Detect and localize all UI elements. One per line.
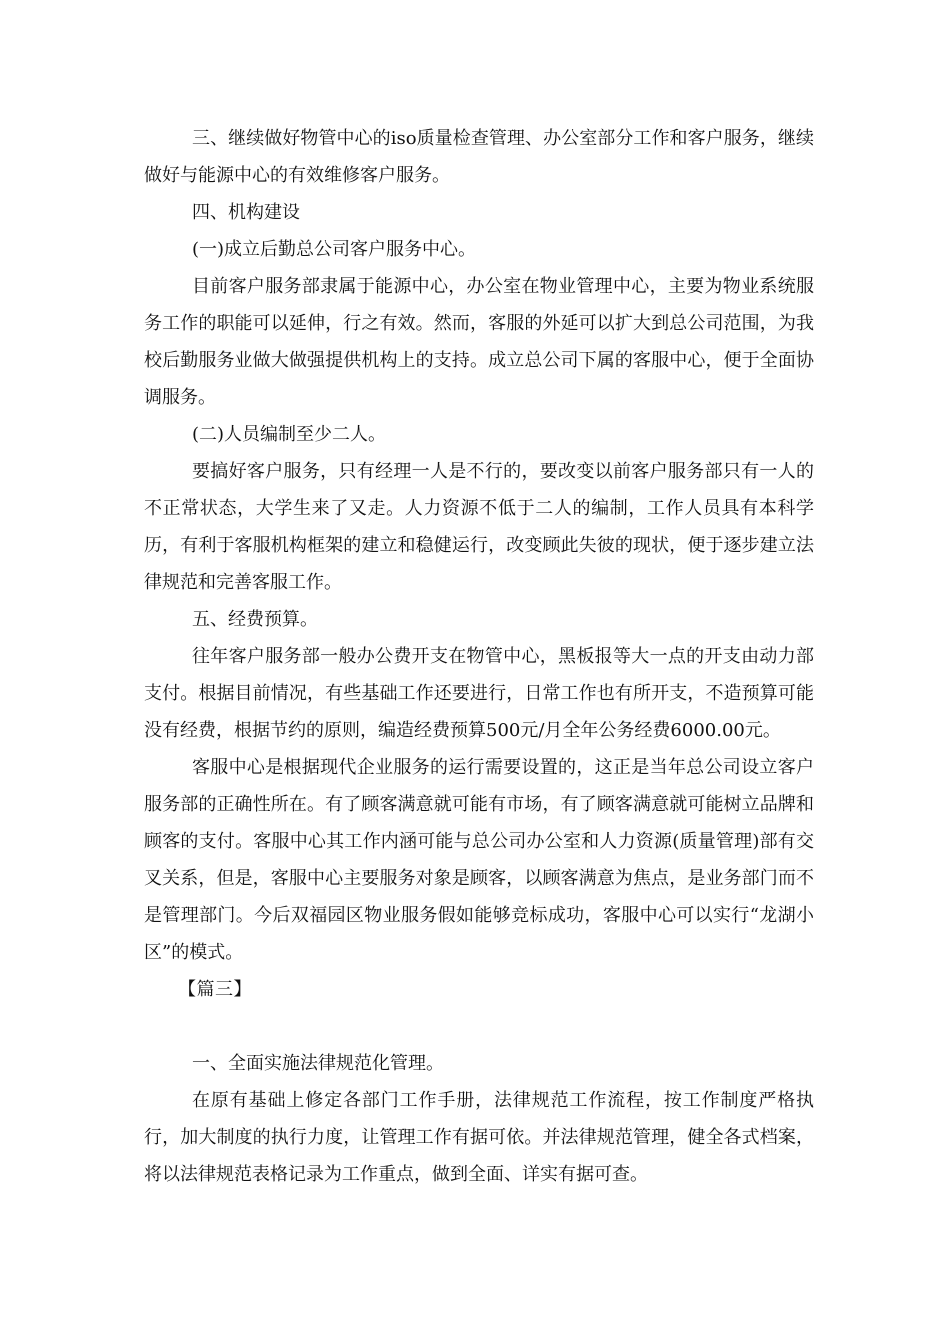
heading-budget: 五、经费预算。 [192, 609, 318, 630]
document-body [144, 120, 814, 1193]
paragraph-legal-management: 在原有基础上修定各部门工作手册，法律规范工作流程，按工作制度严格执行，加大制度的执行力度，让管理工作有据可依。并法律规范管理，健全各式档案，将以法律规范表格记录为工作重点，做到全面、详实有据可查。 [144, 1090, 814, 1185]
heading-legal-management: 一、全面实施法律规范化管理。 [192, 1053, 444, 1074]
heading-institution-building: 四、机构建设 [192, 202, 300, 223]
paragraph-section-three: 三、继续做好物管中心的iso质量检查管理、办公室部分工作和客户服务，继续做好与能源中心的有效维修客户服务。 [144, 128, 814, 186]
subheading-customer-service-center: (一)成立后勤总公司客户服务中心。 [192, 239, 477, 260]
section-heading-part-three: 【篇三】 [178, 979, 252, 1000]
paragraph-budget: 往年客户服务部一般办公费开支在物管中心，黑板报等大一点的开支由动力部支付。根据目前情况，有些基础工作还要进行，日常工作也有所开支，不造预算可能没有经费，根据节约的原则，编造经费预算500元/月全年公务经费6000.00元。 [144, 646, 814, 741]
paragraph-service-center-role: 客服中心是根据现代企业服务的运行需要设置的，这正是当年总公司设立客户服务部的正确性所在。有了顾客满意就可能有市场，有了顾客满意就可能树立品牌和顾客的支付。客服中心其工作内涵可能与总公司办公室和人力资源(质量管理)部有交叉关系，但是，客服中心主要服务对象是顾客，以顾客满意为焦点，是业务部门而不是管理部门。今后双福园区物业服务假如能够竞标成功，客服中心可以实行“龙湖小区”的模式。 [144, 757, 814, 963]
paragraph-current-department: 目前客户服务部隶属于能源中心，办公室在物业管理中心，主要为物业系统服务工作的职能可以延伸，行之有效。然而，客服的外延可以扩大到总公司范围，为我校后勤服务业做大做强提供机构上的支持。成立总公司下属的客服中心，便于全面协调服务。 [144, 276, 814, 408]
subheading-staffing: (二)人员编制至少二人。 [192, 424, 387, 445]
paragraph-staffing: 要搞好客户服务，只有经理一人是不行的，要改变以前客户服务部只有一人的不正常状态，大学生来了又走。人力资源不低于二人的编制，工作人员具有本科学历，有利于客服机构框架的建立和稳健运行，改变顾此失彼的现状，便于逐步建立法律规范和完善客服工作。 [144, 461, 814, 593]
blank-line [144, 1008, 814, 1045]
